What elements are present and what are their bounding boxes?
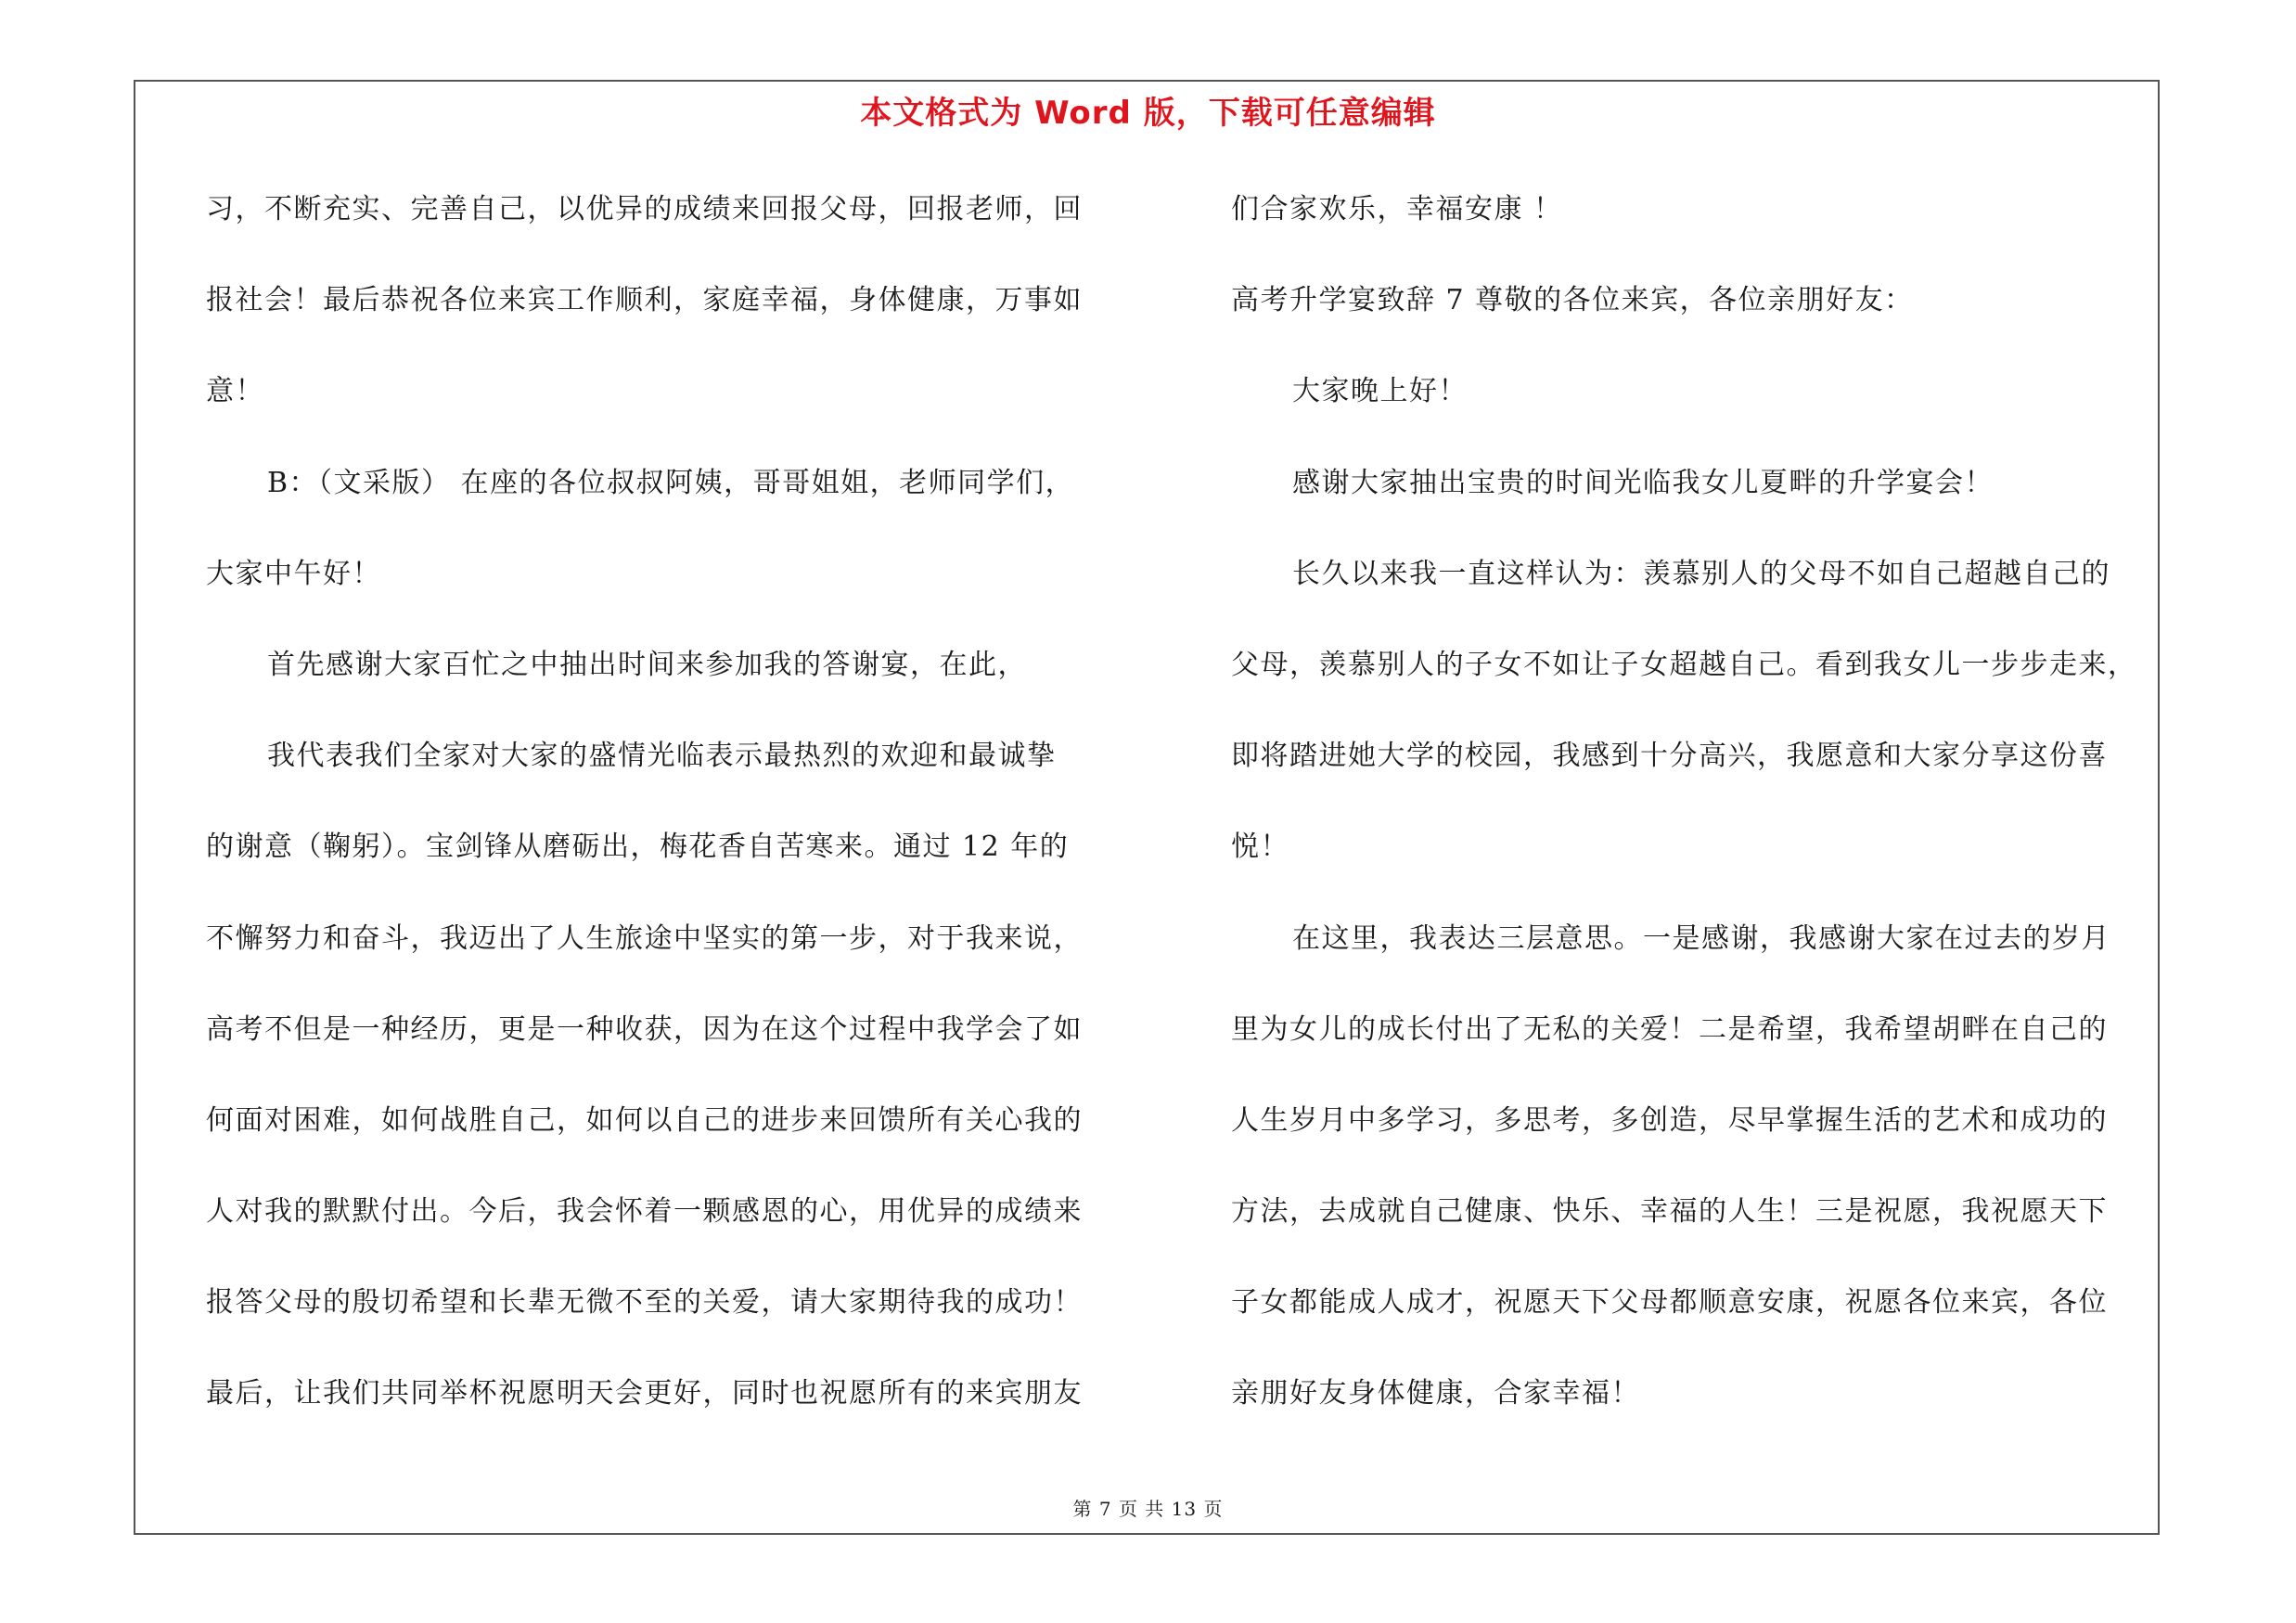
text-line: 亲朋好友身体健康，合家幸福！ [1231, 1377, 1640, 1410]
text-line: 们合家欢乐，幸福安康 ！ [1231, 193, 1563, 225]
header-banner: 本文格式为 Word 版，下载可任意编辑 [860, 95, 1436, 132]
text-line: 我代表我们全家对大家的盛情光临表示最热烈的欢迎和最诚挚 [267, 740, 1057, 773]
text-line: 意！ [206, 375, 264, 408]
text-line: 何面对困难，如何战胜自己，如何以自己的进步来回馈所有关心我的 [206, 1103, 1083, 1137]
text-line: 高考不但是一种经历，更是一种收获，因为在这个过程中我学会了如 [206, 1012, 1083, 1046]
page-number: 第 7 页 共 13 页 [1072, 1498, 1224, 1520]
text-line: 大家晚上好！ [1292, 375, 1468, 408]
text-line: 报社会！最后恭祝各位来宾工作顺利，家庭幸福，身体健康，万事如 [206, 284, 1083, 317]
text-line: 高考升学宴致辞 7 尊敬的各位来宾，各位亲朋好友： [1231, 284, 1914, 317]
text-line: 人对我的默默付出。今后，我会怀着一颗感恩的心，用优异的成绩来 [206, 1195, 1083, 1229]
right-column [1231, 182, 2159, 1458]
text-line: 习，不断充实、完善自己，以优异的成绩来回报父母，回报老师，回 [206, 193, 1083, 225]
text-line: 子女都能成人成才，祝愿天下父母都顺意安康，祝愿各位来宾，各位 [1231, 1286, 2108, 1320]
text-line: 大家中午好！ [206, 557, 381, 590]
text-line: 父母，羡慕别人的子女不如让子女超越自己。看到我女儿一步步走来， [1231, 648, 2137, 681]
text-line: 即将踏进她大学的校园，我感到十分高兴，我愿意和大家分享这份喜 [1231, 740, 2108, 773]
text-line: 在这里，我表达三层意思。一是感谢，我感谢大家在过去的岁月 [1292, 921, 2110, 955]
text-line: 报答父母的殷切希望和长辈无微不至的关爱，请大家期待我的成功！ [206, 1286, 1083, 1320]
text-line: 长久以来我一直这样认为：羡慕别人的父母不如自己超越自己的 [1292, 557, 2110, 590]
text-line: 人生岁月中多学习，多思考，多创造，尽早掌握生活的艺术和成功的 [1231, 1103, 2108, 1137]
text-line: B：（文采版） 在座的各位叔叔阿姨，哥哥姐姐，老师同学们， [267, 466, 1075, 499]
text-line: 悦！ [1231, 831, 1289, 864]
text-line: 首先感谢大家百忙之中抽出时间来参加我的答谢宴，在此， [267, 648, 1027, 681]
text-line: 里为女儿的成长付出了无私的关爱！二是希望，我希望胡畔在自己的 [1231, 1012, 2108, 1046]
text-line: 最后，让我们共同举杯祝愿明天会更好，同时也祝愿所有的来宾朋友 [206, 1377, 1083, 1410]
left-column [206, 182, 1143, 1458]
text-line: 的谢意（鞠躬）。宝剑锋从磨砺出，梅花香自苦寒来。通过 12 年的 [206, 831, 1070, 864]
text-line: 不懈努力和奋斗，我迈出了人生旅途中坚实的第一步，对于我来说， [206, 921, 1083, 955]
text-line: 方法，去成就自己健康、快乐、幸福的人生！三是祝愿，我祝愿天下 [1231, 1195, 2108, 1229]
text-line: 感谢大家抽出宝贵的时间光临我女儿夏畔的升学宴会！ [1292, 466, 1994, 499]
